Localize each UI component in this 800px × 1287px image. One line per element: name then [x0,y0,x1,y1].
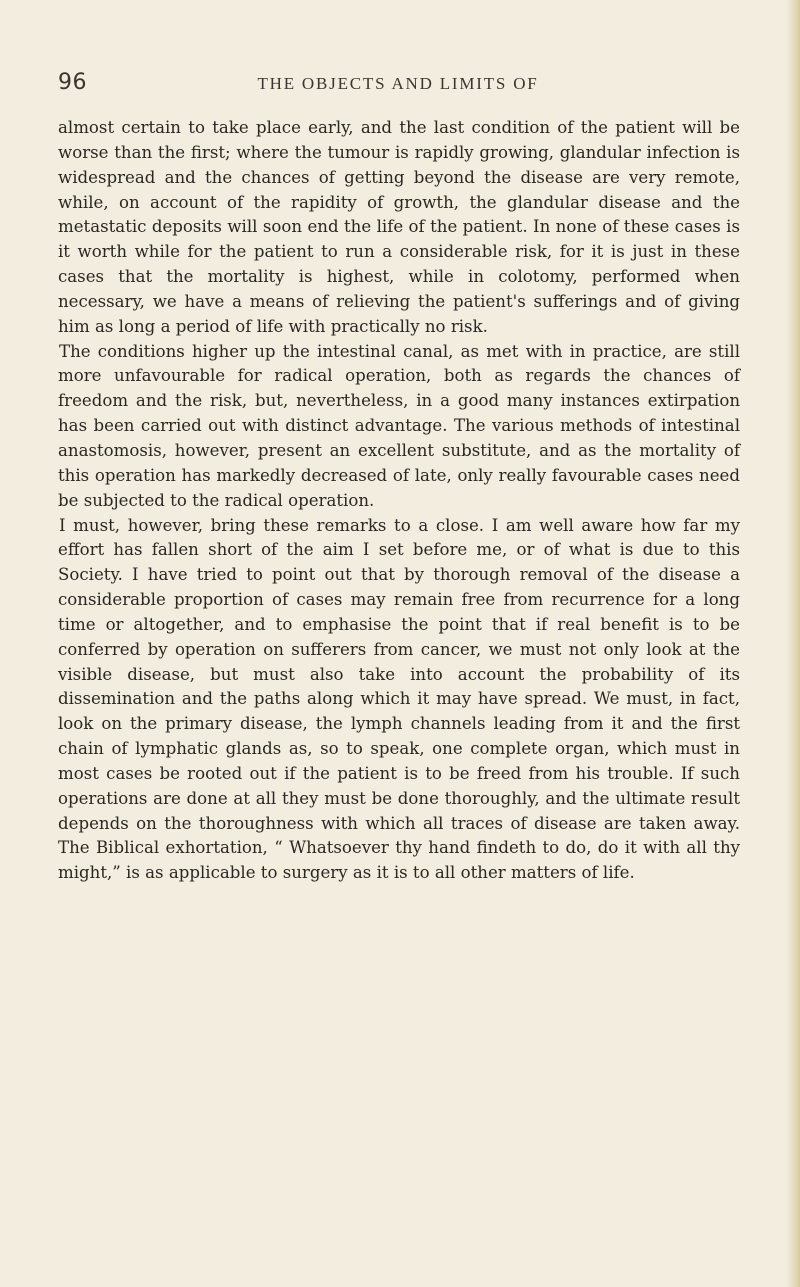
page-number: 96 [58,70,87,95]
paragraph-2: The conditions higher up the intestinal canal, as met with in practice, are still more unfavourable for radical operation, both as regards the chances of freedom and the risk, but, nevertheless, in a good many instances extirpation has been carried out with distinct advantage. The various methods of intestinal anastomosis, however, present an excellent substitute, and as the mortality of this operation has markedly decreased of late, only really favourable cases need be subjected to the radical operation. [58,341,740,510]
running-head: THE OBJECTS AND LIMITS OF [257,74,539,93]
page-edge-shadow [786,0,800,1287]
paragraph-1: almost certain to take place early, and the last condition of the patient will be worse than the first; where the tumour is rapidly growing, glandular infection is widespread and the chances of getting beyond the disease are very remote, while, on account of the rapidity of growth, the glandular disease and the metastatic deposits will soon end the life of the patient. In none of these cases is it worth while for the patient to run a considerable risk, for it is just in these cases that the mortality is highest, while in colotomy, performed when necessary, we have a means of relieving the patient's sufferings and of giving him as long a period of life with practically no risk. [58,118,740,336]
paragraph-3: I must, however, bring these remarks to a close. I am well aware how far my effort has fallen short of the aim I set before me, or of what is due to this Society. I have tried to point out that by thorough removal of the disease a considerable proportion of cases may remain free from recurrence for a long time or altogether, and to emphasise the point that if real benefit is to be conferred by operation on sufferers from cancer, we must not only look at the visible disease, but must also take into account the probability of its dissemination and the paths along which it may have spread. We must, in fact, look on the primary disease, the lymph channels leading from it and the first chain of lymphatic glands as, so to speak, one complete organ, which must in most cases be rooted out if the patient is to be freed from his trouble. If such operations are done at all they must be done thoroughly, and the ultimate result depends on the thoroughness with which all traces of disease are taken away. The Biblical exhortation, “ Whatsoever thy hand findeth to do, do it with all thy might,” is as applicable to surgery as it is to all other matters of life. [58,515,740,883]
page-header [58,70,738,96]
body-text [58,116,740,886]
